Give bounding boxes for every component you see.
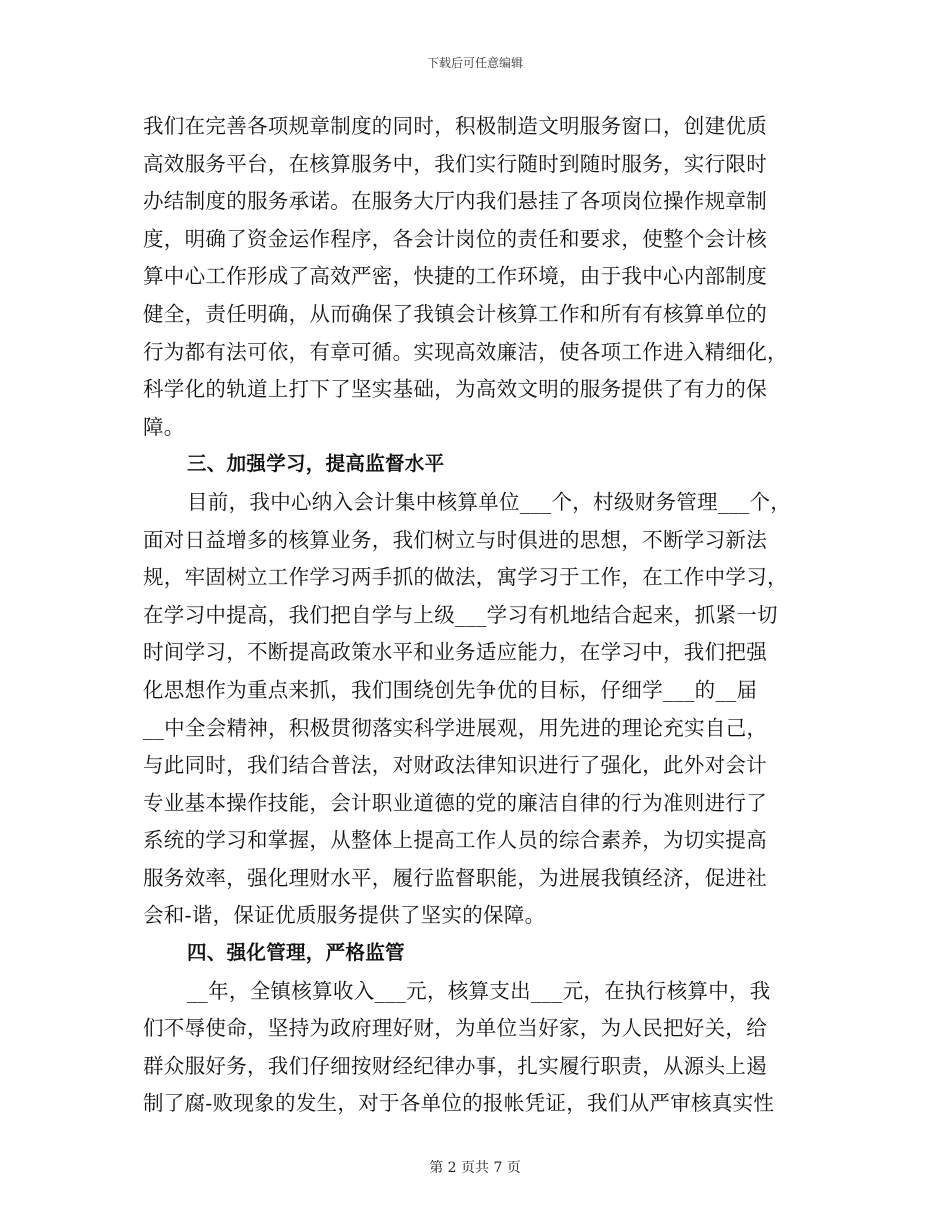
text-line: 我们在完善各项规章制度的同时，积极制造文明服务窗口，创建优质 (143, 114, 767, 138)
text-line: __中全会精神，积极贯彻落实科学进展观，用先进的理论充实自己， (143, 715, 768, 740)
section-heading: 四、强化管理，严格监管 (187, 941, 405, 965)
text-line: 高效服务平台，在核算服务中，我们实行随时到随时服务，实行限时 (143, 151, 767, 176)
text-line: 算中心工作形成了高效严密，快捷的工作环境，由于我中心内部制度 (143, 264, 767, 289)
document-body (143, 113, 807, 1128)
text-line: 在学习中提高，我们把自学与上级___学习有机地结合起来，抓紧一切 (143, 602, 778, 627)
text-line: 度，明确了资金运作程序，各会计岗位的责任和要求，使整个会计核 (143, 226, 767, 251)
text-line: 规，牢固树立工作学习两手抓的做法，寓学习于工作，在工作中学习， (143, 565, 788, 590)
text-line: 科学化的轨道上打下了坚实基础，为高效文明的服务提供了有力的保 (143, 377, 767, 402)
text-line: __年，全镇核算收入___元，核算支出___元，在执行核算中，我 (187, 978, 771, 1003)
text-line: 服务效率，强化理财水平，履行监督职能，为进展我镇经济，促进社 (143, 865, 767, 890)
text-line: 目前，我中心纳入会计集中核算单位___个，村级财务管理___个， (187, 489, 792, 514)
text-line: 化思想作为重点来抓，我们围绕创先争优的目标，仔细学___的__届 (143, 677, 758, 702)
text-line: 群众服好务，我们仔细按财经纪律办事，扎实履行职责，从源头上遏 (143, 1053, 767, 1078)
text-line: 健全，责任明确，从而确保了我镇会计核算工作和所有有核算单位的 (143, 301, 767, 326)
section-heading: 三、加强学习，提高监督水平 (187, 452, 445, 476)
text-line: 系统的学习和掌握，从整体上提高工作人员的综合素养，为切实提高 (143, 828, 767, 853)
page-footer: 第 2 页共 7 页 (429, 1160, 521, 1176)
text-line: 时间学习，不断提高政策水平和业务适应能力，在学习中，我们把强 (143, 640, 767, 665)
page-header: 下载后可任意编辑 (426, 56, 523, 70)
text-line: 行为都有法可依，有章可循。实现高效廉洁，使各项工作进入精细化， (143, 339, 788, 364)
text-line: 会和-谐，保证优质服务提供了坚实的保障。 (143, 903, 546, 928)
text-line: 办结制度的服务承诺。在服务大厅内我们悬挂了各项岗位操作规章制 (143, 189, 767, 214)
text-line: 与此同时，我们结合普法，对财政法律知识进行了强化，此外对会计 (143, 753, 767, 778)
text-line: 制了腐-败现象的发生，对于各单位的报帐凭证，我们从严审核真实性 (143, 1091, 775, 1116)
text-line: 面对日益增多的核算业务，我们树立与时俱进的思想，不断学习新法 (143, 527, 767, 552)
text-line: 障。 (143, 414, 185, 439)
text-line: 们不辱使命，坚持为政府理好财，为单位当好家，为人民把好关，给 (143, 1016, 767, 1041)
text-line: 专业基本操作技能，会计职业道德的党的廉洁自律的行为准则进行了 (143, 790, 767, 815)
